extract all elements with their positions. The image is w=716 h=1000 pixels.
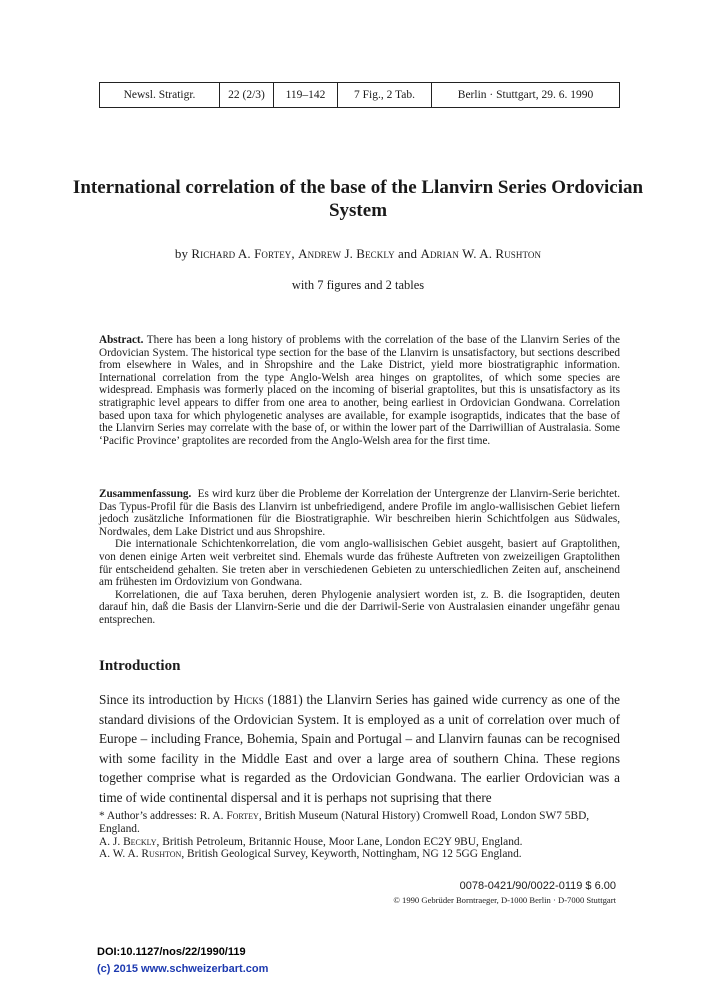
- introduction-text: [99, 690, 620, 808]
- address-2: [99, 836, 620, 849]
- intro-pre: Since its introduction by: [99, 692, 230, 707]
- publisher-website-link[interactable]: (c) 2015 www.schweizerbart.com: [97, 963, 269, 975]
- figures-note: with 7 figures and 2 tables: [291, 278, 425, 292]
- address-2-name: Beckly,: [123, 835, 160, 848]
- abstract-label: Abstract.: [99, 334, 144, 346]
- abstract-text: There has been a long history of problems with the correlation of the base of the Llanvirn Series of the Ordovician System. The historical type section for the base of the Llanvirn is unsatisfactory, but sections described from elsewhere in Wales, and in Shropshire and the Lake District, yield more biostratigraphic information. International correlation from the type Anglo-Welsh area hinges on graptolites, of which some species are widespread. Emphasis was formerly placed on the incoming of biserial graptolites, but this is unsatisfactory as its stratigraphic level appears to differ from one area to another, being earliest in Ordovician Gondwana. Correlation based upon taxa for which phylogenetic analyses are available, for example isograptids, indicates that the base of the Llanvirn Series may correlate with the base of, or within the lower part of the Darriwillian of Australasia. Some ‘Pacific Province’ graptolites are recorded from the Anglo-Welsh area for the first time.: [99, 334, 620, 447]
- zusammenfassung-label: Zusammenfassung.: [99, 488, 192, 500]
- intro-post: (1881) the Llanvirn Series has gained wide currency as one of the standard divisions of the Ordovician System. It is employed as a unit of correlation over much of Europe – including France, Bohemia, Spain and Portugal – and Llanvirn faunas can be recognised with some facility in the Middle East and over a large area of southern China. These regions together comprise what is regarded as the Ordovician Gondwana. The earlier Ordovician was a time of wide continental dispersal and it is perhaps not suprising that there: [99, 692, 621, 805]
- page-range: 119–142: [274, 83, 338, 107]
- address-1-pre: * Author’s addresses: R. A.: [99, 810, 224, 822]
- doi-link[interactable]: DOI:10.1127/nos/22/1990/119: [97, 946, 246, 958]
- zusammenfassung-p1-text: Es wird kurz über die Probleme der Korrelation der Untergrenze der Llanvirn-Serie berichtet. Das Typus-Profil für die Basis des Llanvirn ist unbefriedigend, andere Profile im anglo-wallisischen Gebiet liefern jedoch zusätzliche Informationen für die Biostratigraphie. Wir beschreiben hierin Schichtfolgen aus Südwales, Nordwales, dem Lake District und aus Shropshire.: [99, 488, 621, 538]
- address-3: [99, 848, 620, 861]
- abstract: [99, 334, 620, 447]
- address-1-post: British Museum (Natural History) Cromwell Road, London SW7 5BD, England.: [99, 810, 590, 835]
- copyright-line: © 1990 Gebrüder Borntraeger, D-1000 Berlin · D-7000 Stuttgart: [393, 895, 616, 905]
- address-3-pre: A. W. A.: [99, 848, 139, 861]
- author-2: Andrew J. Beckly: [298, 246, 395, 261]
- address-2-pre: A. J.: [99, 835, 121, 848]
- author-3: Adrian W. A. Rushton: [420, 246, 542, 261]
- author-line: [60, 246, 656, 262]
- figures-tables-count: 7 Fig., 2 Tab.: [338, 83, 432, 107]
- author-1: Richard A. Fortey,: [191, 246, 295, 261]
- journal-name: Newsl. Stratigr.: [100, 83, 220, 107]
- by-label: by: [174, 246, 189, 261]
- article-title: International correlation of the base of the Llanvirn Series Ordovician System: [72, 177, 644, 221]
- zusammenfassung-p3: Korrelationen, die auf Taxa beruhen, deren Phylogenie analysiert worden ist, z. B. die Isograptiden, deuten darauf hin, daß die Basis der Llanvirn-Serie und die der Darriwil-Serie von Australasien einander ungefähr genau entsprechen.: [99, 588, 620, 626]
- volume-issue: 22 (2/3): [220, 83, 274, 107]
- intro-citation-name: Hicks: [233, 692, 264, 707]
- publication-place-date: Berlin · Stuttgart, 29. 6. 1990: [457, 89, 594, 101]
- zusammenfassung: [99, 488, 620, 627]
- address-1: [99, 810, 620, 836]
- zusammenfassung-p2: Die internationale Schichtenkorrelation, die vom anglo-wallisischen Gebiet ausgeht, basiert auf Graptolithen, von denen einige Arten weit verbreitet sind. Ehemals wurde das früheste Auftreten von zweizeiligen Graptolithen für entscheidend gehalten. Sie treten aber in verschiedenen Gebieten zu unterschiedlichen Zeiten auf, anscheinend am frühesten im Ordovizium von Gondwana.: [99, 538, 620, 589]
- zusammenfassung-p1: [99, 488, 620, 538]
- address-3-post: British Geological Survey, Keyworth, Nottingham, NG 12 5GG England.: [187, 848, 522, 861]
- introduction-heading: Introduction: [99, 658, 181, 674]
- address-2-post: British Petroleum, Britannic House, Moor Lane, London EC2Y 9BU, England.: [162, 835, 523, 848]
- address-1-name: Fortey,: [226, 810, 262, 822]
- address-3-name: Rushton,: [141, 848, 185, 861]
- journal-header: [99, 82, 620, 108]
- author-addresses: [99, 810, 620, 861]
- issn-price: 0078-0421/90/0022-0119 $ 6.00: [459, 880, 616, 892]
- and-label: and: [398, 246, 418, 261]
